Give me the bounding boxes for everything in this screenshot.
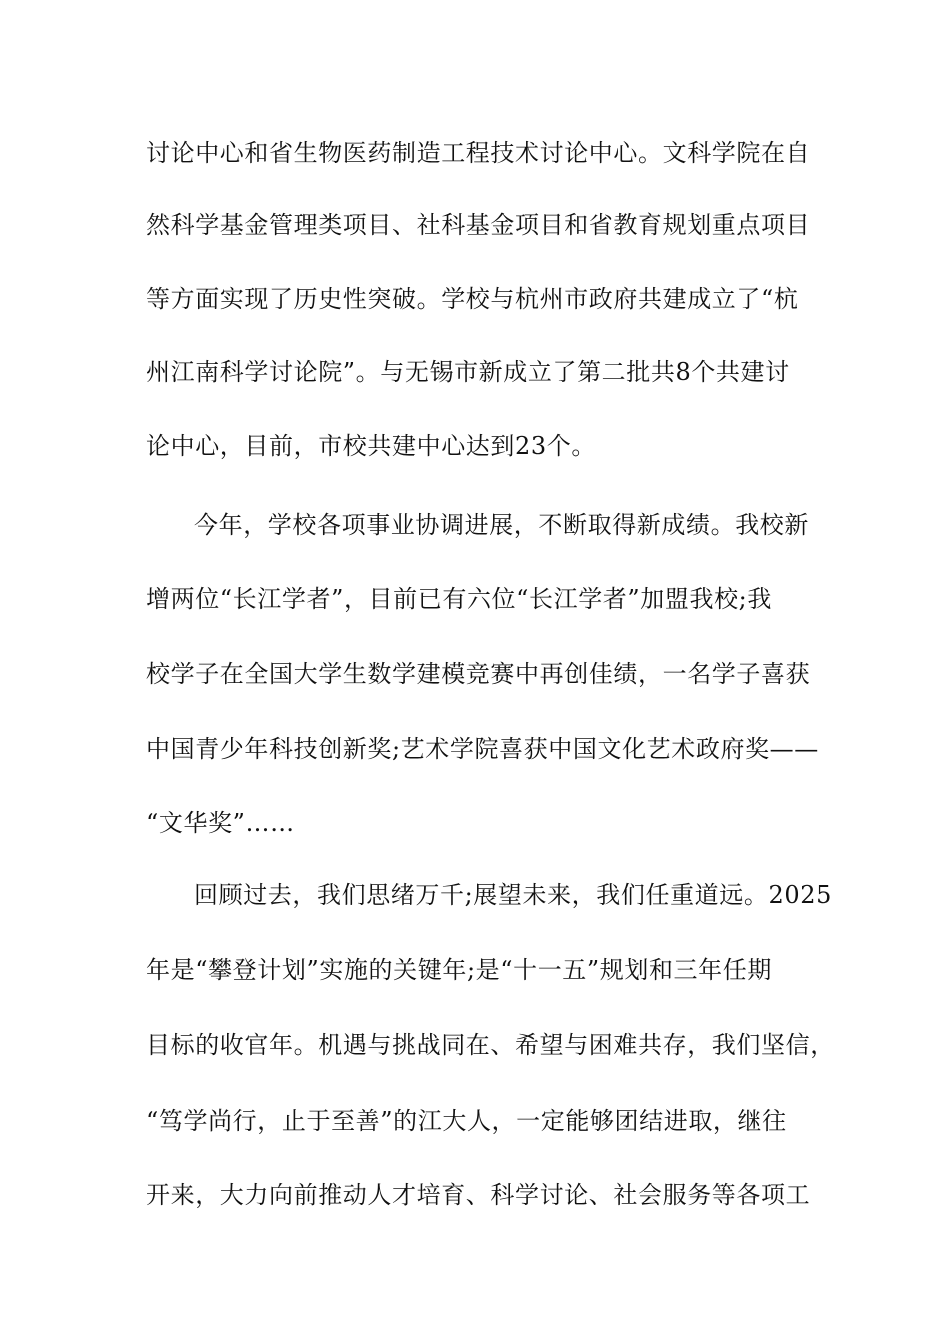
paragraph-line: 开来，大力向前推动人才培育、科学讨论、社会服务等各项工 bbox=[146, 1181, 811, 1209]
paragraph-line: 回顾过去，我们思绪万千;展望未来，我们任重道远。2025 bbox=[194, 881, 832, 909]
paragraph-line: 中国青少年科技创新奖;艺术学院喜获中国文化艺术政府奖—— bbox=[146, 735, 819, 763]
paragraph-line: 今年，学校各项事业协调进展，不断取得新成绩。我校新 bbox=[194, 511, 809, 539]
paragraph-line: 等方面实现了历史性突破。学校与杭州市政府共建成立了“杭 bbox=[146, 285, 799, 313]
paragraph-line: 州江南科学讨论院”。与无锡市新成立了第二批共8个共建讨 bbox=[146, 358, 790, 386]
paragraph-line: 年是“攀登计划”实施的关键年;是“十一五”规划和三年任期 bbox=[146, 956, 772, 984]
paragraph-line: “文华奖”…… bbox=[146, 809, 295, 837]
paragraph-line: 讨论中心和省生物医药制造工程技术讨论中心。文科学院在自 bbox=[146, 139, 811, 167]
paragraph-line: 增两位“长江学者”，目前已有六位“长江学者”加盟我校;我 bbox=[146, 585, 772, 613]
paragraph-line: 然科学基金管理类项目、社科基金项目和省教育规划重点项目 bbox=[146, 211, 811, 239]
paragraph-line: 目标的收官年。机遇与挑战同在、希望与困难共存，我们坚信， bbox=[146, 1031, 835, 1059]
paragraph-line: 论中心，目前，市校共建中心达到23个。 bbox=[146, 432, 596, 460]
paragraph-line: 校学子在全国大学生数学建模竞赛中再创佳绩，一名学子喜获 bbox=[146, 660, 811, 688]
paragraph-line: “笃学尚行，止于至善”的江大人，一定能够团结进取，继往 bbox=[146, 1107, 787, 1135]
